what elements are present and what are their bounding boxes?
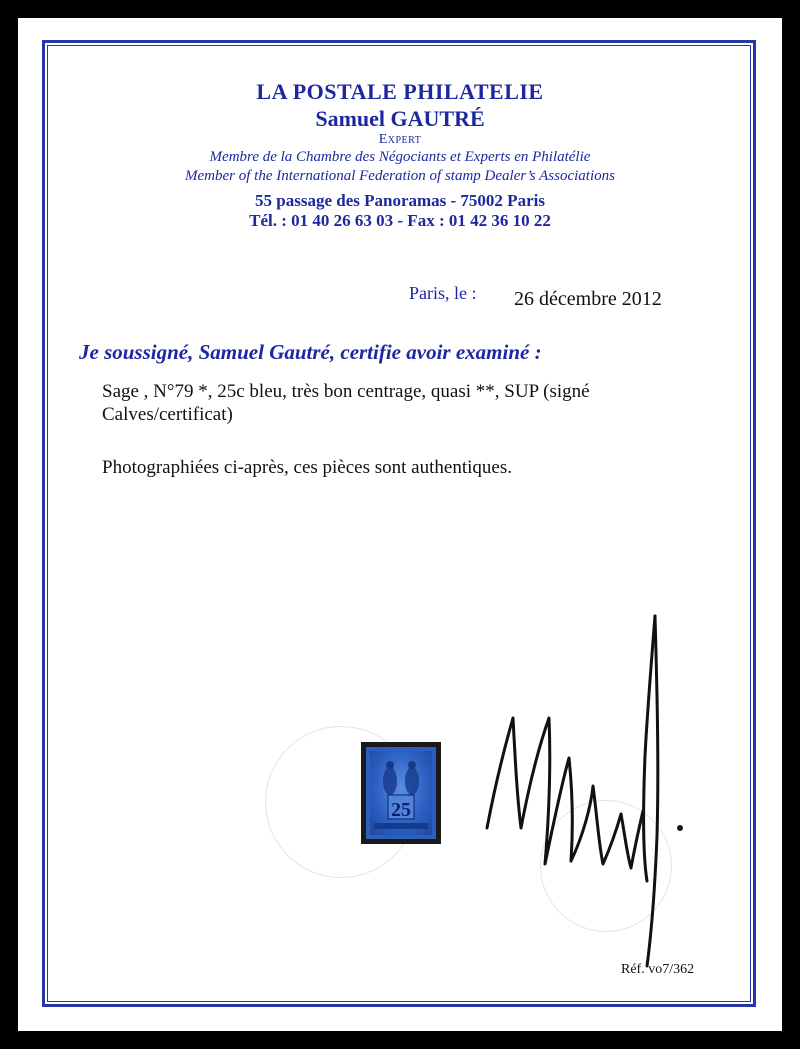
handwritten-signature — [475, 606, 685, 976]
expert-role: Expert — [378, 132, 422, 147]
org-name: LA POSTALE PHILATELIE — [256, 79, 544, 104]
membership-en: Member of the International Federation of stamp Dealer’s Associations — [185, 168, 615, 184]
membership-fr: Membre de la Chambre des Négociants et Experts en Philatélie — [209, 149, 591, 165]
place-label: Paris, le : — [409, 283, 477, 303]
address: 55 passage des Panoramas - 75002 Paris — [255, 191, 545, 210]
phone-fax: Tél. : 01 40 26 63 03 - Fax : 01 42 36 10 22 — [249, 211, 551, 230]
item-description: Sage , N°79 *, 25c bleu, très bon centrage, quasi **, SUP (signé Calves/certificat) — [102, 381, 590, 425]
stamp-value: 25 — [391, 799, 411, 821]
expert-name: Samuel GAUTRÉ — [315, 106, 485, 131]
certificate-date: 26 décembre 2012 — [514, 288, 662, 310]
certification-statement: Je soussigné, Samuel Gautré, certifie avoir examiné : — [79, 340, 542, 364]
reference-number: Réf. vo7/362 — [621, 962, 695, 977]
authenticity-statement: Photographiées ci-après, ces pièces sont authentiques. — [102, 457, 512, 478]
stamp-photo — [361, 742, 441, 844]
stamp-inscription-band — [374, 823, 428, 829]
